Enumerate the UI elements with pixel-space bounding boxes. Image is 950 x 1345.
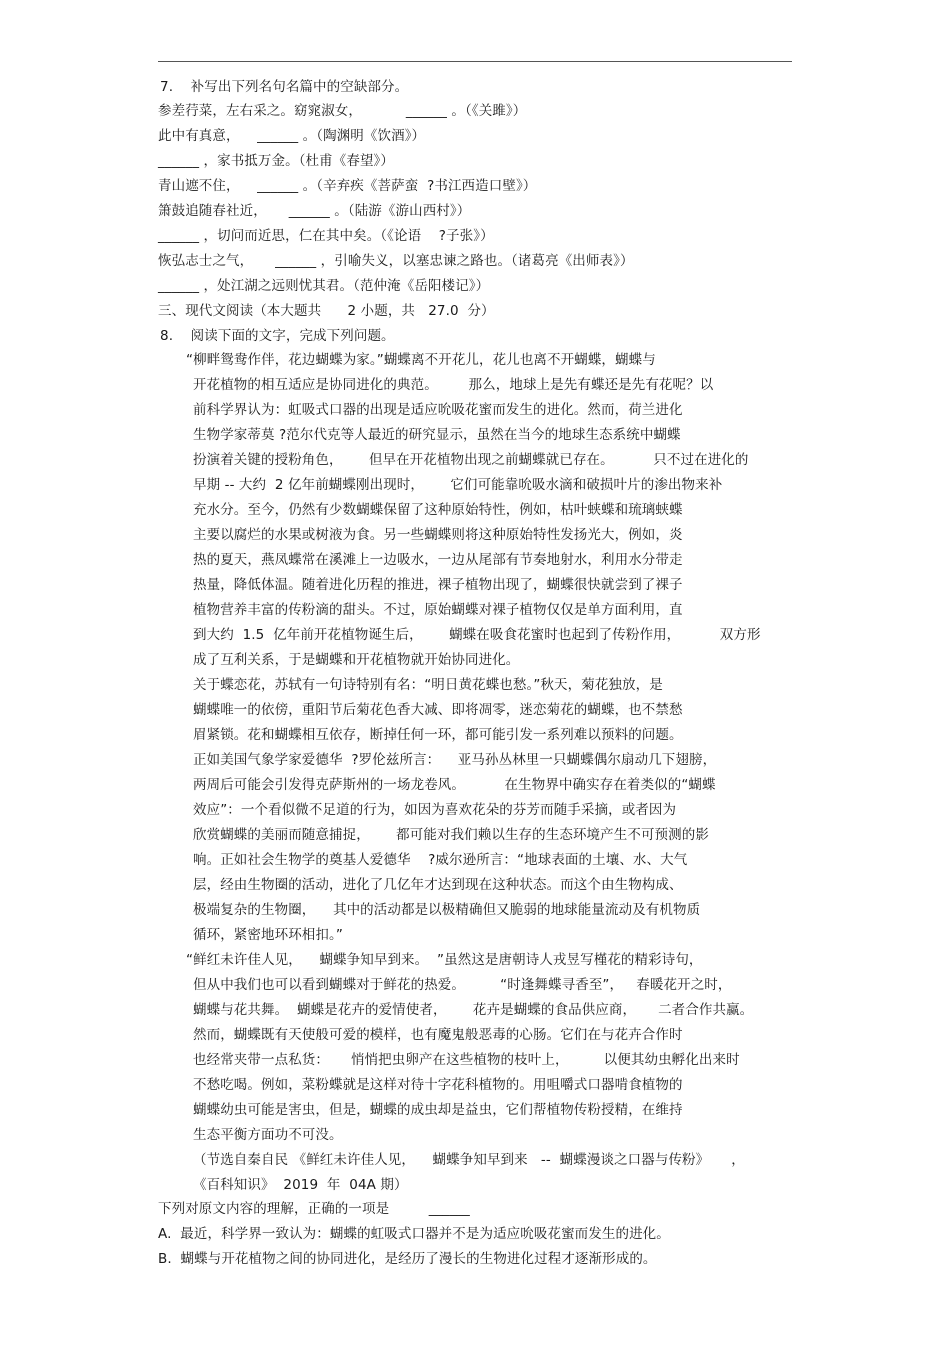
q7-line-6: ______ ，切问而近思，仁在其中矣。（《论语 ?子张》） [158,228,494,244]
q7-line-5: 箫鼓追随春社近， ______ 。（陆游《游山西村》） [158,203,471,219]
passage-line: 循环，紧密地环环相扣。” [193,927,343,943]
passage-line: 热量，降低体温。随着进化历程的推进，裸子植物出现了，蝴蝶很快就尝到了裸子 [193,577,683,593]
option-b: B. 蝴蝶与开花植物之间的协同进化，是经历了漫长的生物进化过程才逐渐形成的。 [158,1251,657,1267]
section-3-heading: 三、现代文阅读（本大题共 2 小题，共 27.0 分） [158,303,495,319]
q7-line-7: 恢弘志士之气， ______ ，引喻失义，以塞忠谏之路也。（诸葛亮《出师表》） [158,253,634,269]
header-rule [158,61,792,62]
passage-line: 生态平衡方面功不可没。 [193,1127,343,1143]
q7-line-1: 参差荇菜，左右采之。窈窕淑女， ______ 。（《关雎》） [158,103,527,119]
source-citation: 《百科知识》 2019 年 04A 期） [193,1177,408,1193]
passage-line: 响。正如社会生物学的奠基人爱德华 ?威尔逊所言：“地球表面的土壤、水、大气 [193,852,688,868]
q7-line-4: 青山遮不住， ______ 。（辛弃疾《菩萨蛮 ?书江西造口壁》） [158,178,537,194]
q7-line-2: 此中有真意， ______ 。（陶渊明《饮酒》） [158,128,426,144]
passage-line: 生物学家蒂莫 ?范尔代克等人最近的研究显示，虽然在当今的地球生态系统中蝴蝶 [193,427,681,443]
passage-line: 蝴蝶唯一的依傍，重阳节后菊花色香大减、即将凋零，迷恋菊花的蝴蝶，也不禁愁 [193,702,683,718]
passage-line: 蝴蝶与花共舞。 蝴蝶是花卉的爱情使者， 花卉是蝴蝶的食品供应商， 二者合作共赢。 [193,1002,754,1018]
passage-line: 成了互利关系，于是蝴蝶和开花植物就开始协同进化。 [193,652,520,668]
passage-line: 热的夏天，燕凤蝶常在溪滩上一边吸水，一边从尾部有节奏地射水，利用水分带走 [193,552,683,568]
q8-question: 下列对原文内容的理解，正确的一项是 ______ [158,1201,470,1217]
passage-line: 不愁吃喝。例如，菜粉蝶就是这样对待十字花科植物的。用咀嚼式口器啃食植物的 [193,1077,683,1093]
passage-line: 效应”：一个看似微不足道的行为，如因为喜欢花朵的芬芳而随手采摘，或者因为 [193,802,677,818]
passage-line: “柳畔鸳鸯作伴，花边蝴蝶为家。”蝴蝶离不开花儿，花儿也离不开蝴蝶，蝴蝶与 [186,352,656,368]
q7-line-3: ______ ，家书抵万金。（杜甫《春望》） [158,153,394,169]
passage-line: 扮演着关键的授粉角色， 但早在开花植物出现之前蝴蝶就已存在。 只不过在进化的 [193,452,749,468]
q8-heading: 8. 阅读下面的文字，完成下列问题。 [160,328,395,344]
passage-line: 早期 -- 大约 2 亿年前蝴蝶刚出现时， 它们可能靠吮吸水滴和破损叶片的渗出物来补 [193,477,723,493]
source-citation: （节选自秦自民 《鲜红未许佳人见， 蝴蝶争知早到来 -- 蝴蝶漫谈之口器与传粉》 ， [193,1152,745,1168]
passage-line: 植物营养丰富的传粉滴的甜头。不过，原始蝴蝶对裸子植物仅仅是单方面利用，直 [193,602,683,618]
passage-line: 但从中我们也可以看到蝴蝶对于鲜花的热爱。 “时逢舞蝶寻香至”， 春暖花开之时， [193,977,732,993]
option-a: A. 最近，科学界一致认为：蝴蝶的虹吸式口器并不是为适应吮吸花蜜而发生的进化。 [158,1226,670,1242]
q7-line-8: ______ ，处江湖之远则忧其君。（范仲淹《岳阳楼记》） [158,278,490,294]
passage-line: 关于蝶恋花，苏轼有一句诗特别有名：“明日黄花蝶也愁。”秋天，菊花独放，是 [193,677,663,693]
passage-line: 开花植物的相互适应是协同进化的典范。 那么，地球上是先有蝶还是先有花呢？以 [193,377,714,393]
passage-line: 欣赏蝴蝶的美丽而随意捕捉， 都可能对我们赖以生存的生态环境产生不可预测的影 [193,827,709,843]
passage-line: 然而，蝴蝶既有天使般可爱的模样，也有魔鬼般恶毒的心肠。它们在与花卉合作时 [193,1027,683,1043]
passage-line: 正如美国气象学家爱德华 ?罗伦兹所言： 亚马孙丛林里一只蝴蝶偶尔扇动几下翅膀， [193,752,717,768]
passage-line: 也经常夹带一点私货： 悄悄把虫卵产在这些植物的枝叶上， 以便其幼虫孵化出来时 [193,1052,740,1068]
passage-line: 蝴蝶幼虫可能是害虫，但是，蝴蝶的成虫却是益虫，它们帮植物传粉授精，在维持 [193,1102,683,1118]
passage-line: 前科学界认为：虹吸式口器的出现是适应吮吸花蜜而发生的进化。然而，荷兰进化 [193,402,683,418]
passage-line: “鲜红未许佳人见， 蝴蝶争知早到来。 ”虽然这是唐朝诗人戎昱写槿花的精彩诗句， [186,952,703,968]
passage-line: 充水分。至今，仍然有少数蝴蝶保留了这种原始特性，例如，枯叶蛱蝶和琉璃蛱蝶 [193,502,683,518]
q7-heading: 7. 补写出下列名句名篇中的空缺部分。 [160,79,409,95]
passage-line: 两周后可能会引发得克萨斯州的一场龙卷风。 在生物界中确实存在着类似的“蝴蝶 [193,777,716,793]
passage-line: 极端复杂的生物圈， 其中的活动都是以极精确但又脆弱的地球能量流动及有机物质 [193,902,701,918]
passage-line: 到大约 1.5 亿年前开花植物诞生后， 蝴蝶在吸食花蜜时也起到了传粉作用， 双方形 [193,627,761,643]
passage-line: 主要以腐烂的水果或树液为食。另一些蝴蝶则将这种原始特性发扬光大，例如，炎 [193,527,683,543]
passage-line: 眉紧锁。花和蝴蝶相互依存，断掉任何一环，都可能引发一系列难以预料的问题。 [193,727,683,743]
passage-line: 层，经由生物圈的活动，进化了几亿年才达到现在这种状态。而这个由生物构成、 [193,877,683,893]
